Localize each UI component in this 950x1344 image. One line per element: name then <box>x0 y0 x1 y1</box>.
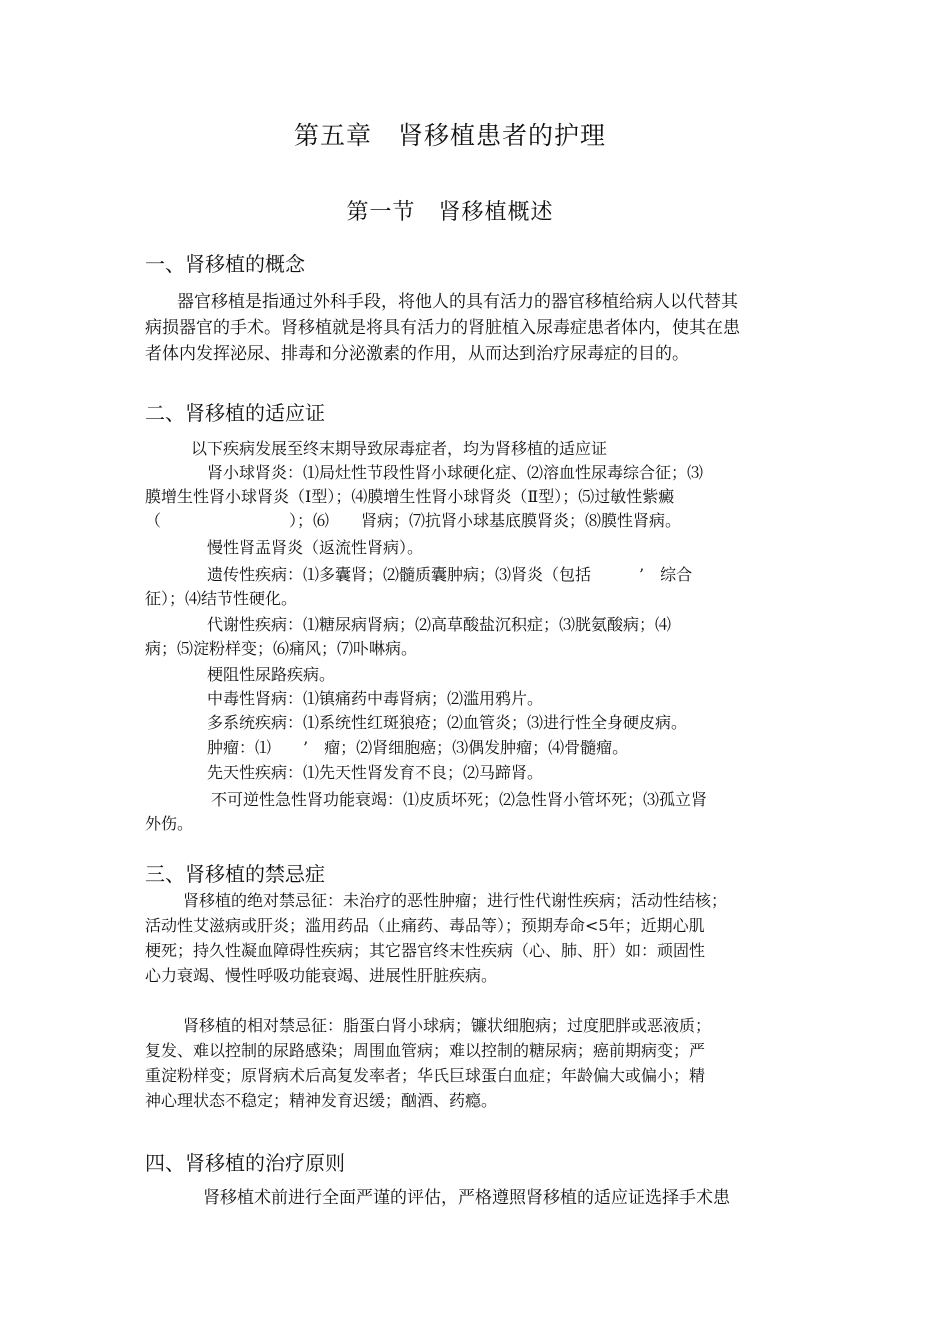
indication-line: 病；⑸淀粉样变；⑹痛风；⑺卟啉病。 <box>145 639 418 658</box>
indication-line: 肾小球肾炎：⑴局灶性节段性肾小球硬化症、⑵溶血性尿毒综合征；⑶ <box>207 463 704 482</box>
absolute-contra-line: 梗死；持久性凝血障碍性疾病；其它器官终末性疾病（心、肺、肝）如：顽固性 <box>145 941 706 960</box>
indication-line: 膜增生性肾小球肾炎（Ⅰ型）；⑷膜增生性肾小球肾炎（Ⅱ型）；⑸过敏性紫癜 <box>145 487 675 506</box>
indication-line: 代谢性疾病：⑴糖尿病肾病；⑵高草酸盐沉积症；⑶胱氨酸病；⑷ <box>207 615 672 634</box>
relative-contra-line: 复发、难以控制的尿路感染；周围血管病；难以控制的糖尿病；癌前期病变；严 <box>145 1041 706 1060</box>
relative-contra-line: 神心理状态不稳定；精神发育迟缓；酗酒、药瘾。 <box>145 1091 498 1110</box>
indication-line: 征）；⑷结节性硬化。 <box>145 589 298 608</box>
heading-indications: 二、肾移植的适应证 <box>145 401 325 425</box>
concept-line-1: 器官移植是指通过外科手段，将他人的具有活力的器官移植给病人以代替其 <box>177 292 738 312</box>
indication-line: 梗阻性尿路疾病。 <box>207 665 336 684</box>
indication-line: （ ）；⑹ 肾病；⑺抗肾小球基底膜肾炎；⑻膜性肾病。 <box>145 511 682 530</box>
concept-line-2: 病损器官的手术。肾移植就是将具有活力的肾脏植入尿毒症患者体内，使其在患 <box>145 318 740 338</box>
absolute-contra-line: 活动性艾滋病或肝炎；滥用药品（止痛药、毒品等）；预期寿命<5年；近期心肌 <box>145 916 705 935</box>
heading-concept: 一、肾移植的概念 <box>145 252 305 276</box>
section-title: 第一节 肾移植概述 <box>346 200 554 225</box>
indication-line: 遗传性疾病：⑴多囊肾；⑵髓质囊肿病；⑶肾炎（包括 ’ 综合 <box>207 565 693 584</box>
indication-line: 肿瘤：⑴ ’ 瘤；⑵肾细胞癌；⑶偶发肿瘤；⑷骨髓瘤。 <box>207 738 629 757</box>
heading-contraindications: 三、肾移植的禁忌症 <box>145 862 325 886</box>
concept-line-3: 者体内发挥泌尿、排毒和分泌激素的作用，从而达到治疗尿毒症的目的。 <box>145 344 689 364</box>
relative-contra-line: 重淀粉样变；原肾病术后高复发率者；华氏巨球蛋白血症；年龄偏大或偏小；精 <box>145 1066 706 1085</box>
absolute-contra-line: 心力衰竭、慢性呼吸功能衰竭、进展性肝脏疾病。 <box>145 966 498 985</box>
absolute-contra-line: 肾移植的绝对禁忌征：未治疗的恶性肿瘤；进行性代谢性疾病；活动性结核； <box>183 891 728 910</box>
indication-line: 慢性肾盂肾炎（返流性肾病）。 <box>207 538 424 557</box>
indication-line: 不可逆性急性肾功能衰竭：⑴皮质坏死；⑵急性肾小管坏死；⑶孤立肾 <box>211 790 708 809</box>
indication-line: 外伤。 <box>145 814 194 833</box>
indication-line: 中毒性肾病：⑴镇痛药中毒肾病；⑵滥用鸦片。 <box>207 689 544 708</box>
chapter-title: 第五章 肾移植患者的护理 <box>293 121 606 150</box>
indication-line: 先天性疾病：⑴先天性肾发育不良；⑵马蹄肾。 <box>207 763 544 782</box>
indication-line: 多系统疾病：⑴系统性红斑狼疮；⑵血管炎；⑶进行性全身硬皮病。 <box>207 713 688 732</box>
treatment-line-1: 肾移植术前进行全面严谨的评估，严格遵照肾移植的适应证选择手术患 <box>203 1188 730 1208</box>
relative-contra-line: 肾移植的相对禁忌征：脂蛋白肾小球病；镰状细胞病；过度肥胖或恶液质； <box>183 1016 712 1035</box>
heading-treatment-principles: 四、肾移植的治疗原则 <box>145 1151 345 1175</box>
indications-intro: 以下疾病发展至终末期导致尿毒症者，均为肾移植的适应证 <box>191 439 608 458</box>
